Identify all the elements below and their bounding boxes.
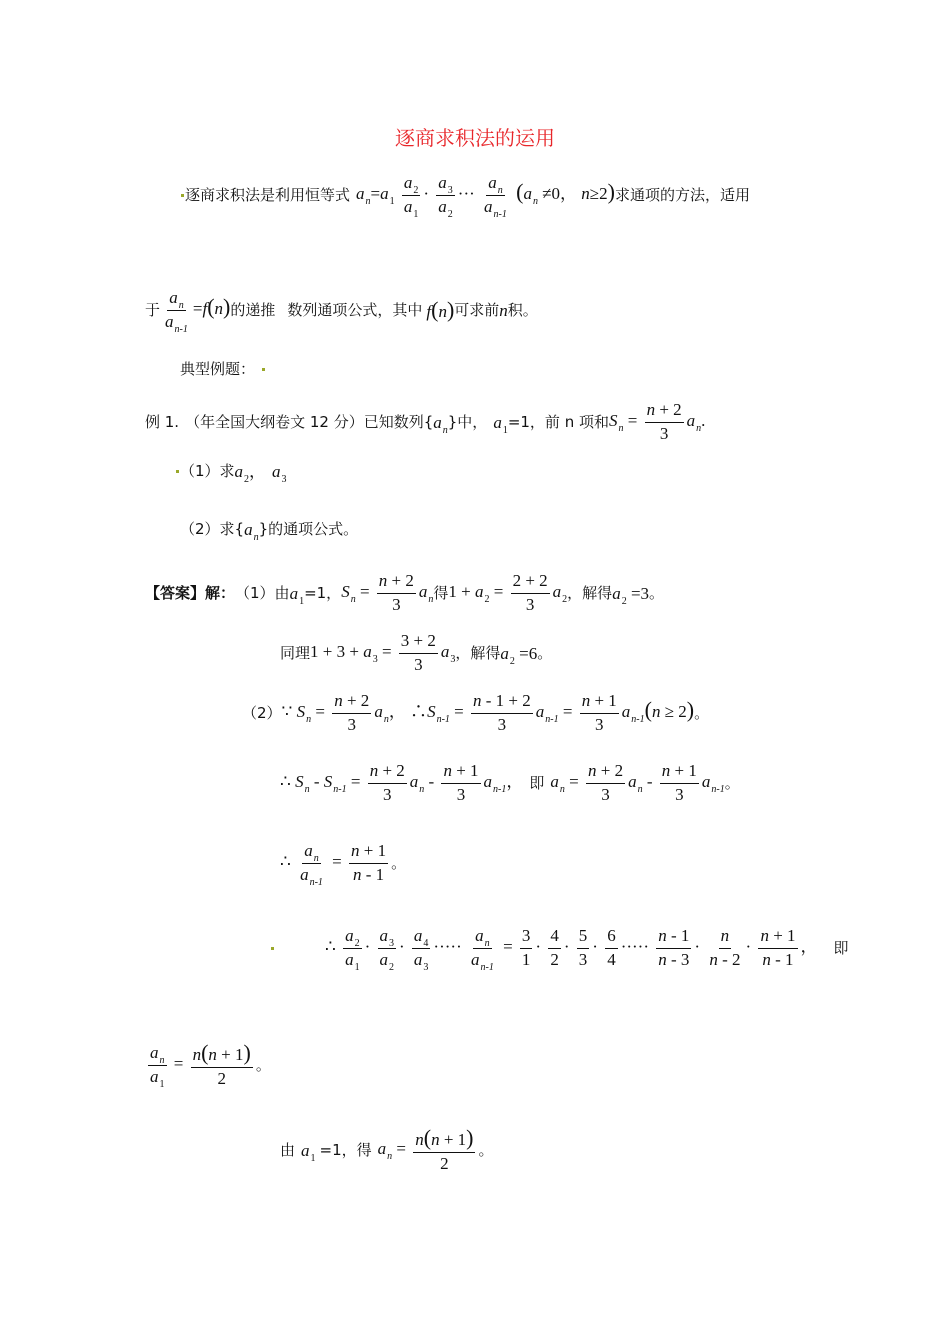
answer-part-2-line-2: ∴ $S_n - S_{n-1}$ = $\frac{n + 2}{3}$ $a_n$ - $\frac{n + 1}{3}$ $a_{n-1}$， 即 $a_n$ = $\frac{n + 2}{3}$ $a_n$ - $\frac{n + 1}{3}$ $a_{n-1}$ 。	[280, 760, 740, 804]
page-title: 逐商求积法的运用	[395, 126, 555, 150]
answer-part-1: 【答案】解： （1）由 $a_1$ =1， $S_n$ = $\frac{n + 2}{3}$ $a_n$ 得 $1 + a_2$ = $\frac{2 + 2}{3}$ $a_2$ ，解得 $a_2 =3$ 。	[145, 570, 665, 614]
intro-line-1: 逐商求积法是利用恒等式 $a_n=a_1$ $\frac{a_2}{a_1}$ · $\frac{a_3}{a_2}$ ··· $\frac{a_n}{a_{n-1}}$ ($a_n \ne 0$， n≥2) 求通项的方法，适用	[180, 170, 750, 220]
answer-part-2-line-3: ∴ $\frac{a_n}{a_{n-1}}$ = $\frac{n + 1}{n - 1}$ 。	[280, 840, 407, 888]
answer-similarly: 同理 $1 + 3 + a_3$ = $\frac{3 + 2}{3}$ $a_3$ ，解得 $a_2 =6$ 。	[280, 630, 553, 674]
answer-part-2-line-1: （2） ∵ $S_n$ = $\frac{n + 2}{3}$ $a_n$， $\therefore S_{n-1}$ = $\frac{n - 1 + 2}{3}$ $a_{n-1}$ = $\frac{n + 1}{3}$ $a_{n-1}(n \ge 2)$ 。	[242, 690, 710, 734]
intro-line-2: 于 $\frac{a_n}{a_{n-1}}$ =f(n) 的递推 数列通项公式，其中 f(n) 可求前 n 积。	[145, 287, 538, 335]
mark-dot	[181, 194, 184, 197]
question-1: （1）求 $a_2$， $a_3$	[175, 456, 287, 486]
examples-heading: 典型例题：	[180, 362, 266, 377]
answer-ratio-result: $\frac{a_n}{a_1}$ = $\frac{n(n + 1)}{2}$ 。	[150, 1040, 271, 1090]
question-2: （2）求{ $a_n$ }的通项公式。	[180, 519, 359, 543]
answer-final: 由 $a_1$ =1，得 $a_n$ = $\frac{n(n + 1)}{2}$ 。	[280, 1125, 494, 1174]
identity-formula: $a_n=a_1$ $\frac{a_2}{a_1}$ · $\frac{a_3}{a_2}$ ··· $\frac{a_n}{a_{n-1}}$ ($a_n \ne 0$， n≥2)	[356, 172, 615, 220]
answer-part-2-product: ∴ $\frac{a_2}{a_1}$ · $\frac{a_3}{a_2}$ · $\frac{a_4}{a_3}$ ····· $\frac{a_n}{a_{n-1}}$ = $\frac{3}{1}$ · $\frac{4}{2}$ · $\frac{5}{3}$ · $\frac{6}{4}$ ····· $\frac{n - 1}{n - 3}$ · $\frac{n}{n - 2}$ · $\frac{n + 1}{n - 1}$ ， 即	[270, 920, 849, 976]
example-1-statement: 例 1. （年全国大纲卷文 12 分）已知数列{ $a_n$ }中， $a_1$ =1，前 n 项和 $S_n$ = $\frac{n + 2}{3}$ $a_n$.	[145, 399, 706, 443]
